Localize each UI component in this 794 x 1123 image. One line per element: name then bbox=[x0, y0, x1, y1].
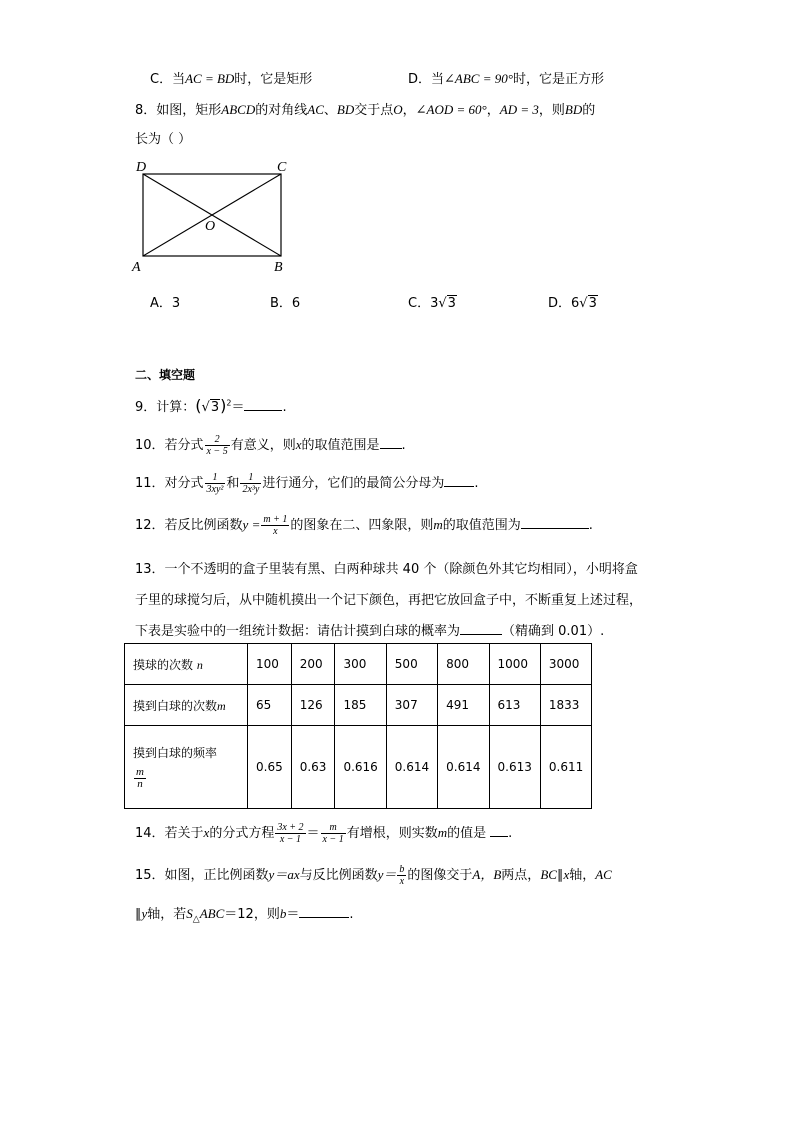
table-cell: 200 bbox=[291, 644, 335, 685]
text: 的取值范围为 bbox=[442, 518, 521, 533]
q8-option-a: A．3 bbox=[150, 296, 181, 311]
option-letter: C． bbox=[408, 296, 431, 311]
table-cell: 307 bbox=[386, 685, 437, 726]
label: 摸球的次数 bbox=[133, 657, 194, 672]
q8-option-d bbox=[548, 292, 598, 311]
option-text: 时，它是正方形 bbox=[512, 72, 604, 87]
option-math: AC = BD bbox=[185, 71, 235, 86]
text: ， bbox=[402, 103, 416, 118]
table-cell: 613 bbox=[489, 685, 540, 726]
q7-option-d bbox=[408, 68, 604, 87]
denominator: x bbox=[273, 526, 278, 537]
fraction bbox=[205, 472, 226, 495]
answer-blank[interactable] bbox=[444, 474, 474, 487]
answer-blank[interactable] bbox=[244, 398, 282, 411]
math: y＝ax bbox=[268, 867, 300, 882]
coef: 6 bbox=[571, 296, 580, 311]
table-row bbox=[125, 685, 592, 726]
q7-option-c bbox=[150, 68, 312, 87]
q15-line2 bbox=[135, 903, 353, 925]
text: 14．若关于 bbox=[135, 826, 204, 841]
table-cell: 0.611 bbox=[540, 726, 591, 809]
radicand: 3 bbox=[210, 400, 220, 415]
table-cell: 500 bbox=[386, 644, 437, 685]
text: . bbox=[474, 476, 479, 491]
math: ABCD bbox=[221, 102, 256, 117]
table-cell: 1833 bbox=[540, 685, 591, 726]
table-cell: 3000 bbox=[540, 644, 591, 685]
math: AC bbox=[307, 102, 324, 117]
table-row bbox=[125, 644, 592, 685]
table-cell: 1000 bbox=[489, 644, 540, 685]
radicand: 3 bbox=[588, 296, 597, 311]
text: 的图象在二、四象限，则 bbox=[290, 518, 434, 533]
answer-blank[interactable] bbox=[490, 824, 508, 837]
text: . bbox=[508, 826, 513, 841]
paren-close: ) bbox=[220, 396, 227, 415]
table-cell: 0.614 bbox=[386, 726, 437, 809]
text: （精确到 0.01）. bbox=[502, 624, 605, 639]
fraction bbox=[275, 822, 305, 845]
paren-open: ( bbox=[195, 396, 202, 415]
answer-blank[interactable] bbox=[460, 622, 502, 635]
q8-line1 bbox=[135, 99, 595, 118]
row-header bbox=[125, 644, 248, 685]
text: ＝ bbox=[286, 907, 300, 922]
text: ， bbox=[486, 103, 500, 118]
q15-line1 bbox=[135, 864, 612, 887]
denominator: x − 5 bbox=[206, 446, 228, 457]
var: m bbox=[217, 698, 226, 713]
q12 bbox=[135, 514, 593, 537]
text: 与反比例函数 bbox=[299, 868, 378, 883]
text: 交于点 bbox=[354, 103, 394, 118]
label-a: A bbox=[132, 260, 141, 275]
math: y = bbox=[242, 517, 261, 532]
text: ∥ bbox=[556, 868, 564, 883]
text: 有增根，则实数 bbox=[346, 826, 438, 841]
text: . bbox=[588, 518, 593, 533]
coef: 3 bbox=[430, 296, 439, 311]
table-cell: 126 bbox=[291, 685, 335, 726]
subscript: △ bbox=[192, 914, 200, 925]
fraction bbox=[134, 767, 146, 790]
math: m bbox=[437, 825, 448, 840]
text: 轴， bbox=[569, 868, 596, 883]
denominator: x − 1 bbox=[279, 834, 302, 845]
q8-option-c bbox=[408, 292, 457, 311]
math: ∠AOD = 60° bbox=[415, 102, 487, 117]
text: . bbox=[349, 907, 354, 922]
math: BD bbox=[564, 102, 583, 117]
math: S bbox=[186, 906, 193, 921]
numerator: b bbox=[399, 864, 405, 875]
exponent: 2 bbox=[226, 398, 232, 408]
denominator: 2x³y bbox=[242, 484, 260, 495]
q13-line3 bbox=[135, 620, 604, 639]
text: 的值是 bbox=[447, 826, 487, 841]
text: 8．如图，矩形 bbox=[135, 103, 222, 118]
table-cell: 0.63 bbox=[291, 726, 335, 809]
table-cell: 800 bbox=[438, 644, 489, 685]
row-header bbox=[125, 685, 248, 726]
math: x bbox=[295, 437, 302, 452]
statistics-table bbox=[124, 643, 592, 809]
table-cell: 491 bbox=[438, 685, 489, 726]
text: 15．如图，正比例函数 bbox=[135, 868, 269, 883]
text: 10．若分式 bbox=[135, 438, 204, 453]
answer-blank[interactable] bbox=[521, 516, 589, 529]
math: x bbox=[203, 825, 210, 840]
table-cell: 185 bbox=[335, 685, 386, 726]
math: m bbox=[433, 517, 443, 532]
sqrt: √3 bbox=[579, 296, 597, 311]
text: ，则 bbox=[538, 103, 565, 118]
numerator: 1 bbox=[240, 472, 261, 484]
denominator: x bbox=[399, 876, 405, 887]
table-cell: 0.616 bbox=[335, 726, 386, 809]
table-cell: 0.613 bbox=[489, 726, 540, 809]
text: 12．若反比例函数 bbox=[135, 518, 243, 533]
text: . bbox=[401, 438, 406, 453]
text: ＝ bbox=[231, 400, 245, 415]
text: 下表是实验中的一组统计数据：请估计摸到白球的概率为 bbox=[135, 624, 461, 639]
q8-option-b: B．6 bbox=[270, 296, 301, 311]
denominator: n bbox=[137, 778, 143, 790]
fraction bbox=[205, 434, 230, 457]
sqrt: √3 bbox=[438, 296, 456, 311]
text: 11．对分式 bbox=[135, 476, 204, 491]
numerator: m bbox=[136, 766, 144, 778]
label-d: D bbox=[136, 160, 147, 175]
q13-line1: 13．一个不透明的盒子里装有黑、白两种球共 40 个（除颜色外其它均相同），小明将盒 bbox=[135, 562, 638, 577]
math: A，B bbox=[472, 867, 502, 882]
text: 的图像交于 bbox=[407, 868, 473, 883]
text: . bbox=[282, 400, 287, 415]
rectangle-figure bbox=[128, 155, 298, 275]
text: 轴，若 bbox=[147, 907, 187, 922]
q9 bbox=[135, 396, 287, 415]
text: ＝12，则 bbox=[224, 907, 280, 922]
section-title: 二、填空题 bbox=[135, 368, 196, 382]
fraction bbox=[240, 472, 261, 495]
table-cell: 65 bbox=[248, 685, 292, 726]
q11 bbox=[135, 472, 478, 495]
label-c: C bbox=[277, 160, 287, 175]
q10 bbox=[135, 434, 406, 457]
math: AC bbox=[595, 867, 612, 882]
q13-line2: 子里的球搅匀后，从中随机摸出一个记下颜色，再把它放回盒子中，不断重复上述过程， bbox=[135, 593, 643, 608]
math: O bbox=[393, 102, 403, 117]
math: y＝ bbox=[377, 867, 397, 882]
table-cell: 100 bbox=[248, 644, 292, 685]
text: 两点， bbox=[501, 868, 541, 883]
table-cell: 0.65 bbox=[248, 726, 292, 809]
table-cell: 300 bbox=[335, 644, 386, 685]
radicand: 3 bbox=[447, 296, 456, 311]
text: ∥ bbox=[135, 907, 142, 922]
table-row bbox=[125, 726, 592, 809]
numerator: 3x + 2 bbox=[277, 822, 304, 833]
option-letter: D． bbox=[548, 296, 572, 311]
q8-line2: 长为（ ） bbox=[135, 132, 192, 147]
q14 bbox=[135, 822, 512, 845]
math: x bbox=[563, 867, 570, 882]
text: 进行通分，它们的最简公分母为 bbox=[262, 476, 445, 491]
label: 摸到白球的次数 bbox=[133, 698, 218, 713]
numerator: m + 1 bbox=[263, 514, 288, 525]
label: 摸到白球的频率 bbox=[133, 746, 218, 760]
option-text: 时，它是矩形 bbox=[234, 72, 313, 87]
fraction bbox=[261, 514, 289, 537]
text: 有意义，则 bbox=[230, 438, 296, 453]
math: AD = 3 bbox=[499, 102, 539, 117]
option-letter: C．当 bbox=[150, 72, 186, 87]
text: 的 bbox=[582, 103, 596, 118]
math: ABC bbox=[199, 906, 225, 921]
row-header bbox=[125, 726, 248, 809]
answer-blank[interactable] bbox=[299, 905, 349, 918]
numerator: m bbox=[321, 822, 346, 834]
text: 和 bbox=[226, 476, 240, 491]
text: 、 bbox=[323, 103, 337, 118]
text: 的分式方程 bbox=[209, 826, 275, 841]
option-letter: D．当 bbox=[408, 72, 445, 87]
var: n bbox=[196, 657, 203, 672]
denominator: x − 1 bbox=[322, 834, 344, 845]
table-cell: 0.614 bbox=[438, 726, 489, 809]
fraction bbox=[321, 822, 346, 845]
math: BC bbox=[540, 867, 557, 882]
text: 的对角线 bbox=[255, 103, 308, 118]
sqrt: √3 bbox=[201, 400, 220, 415]
text: ＝ bbox=[306, 826, 320, 841]
label-b: B bbox=[274, 260, 283, 275]
denominator: 3xy² bbox=[206, 484, 224, 495]
text: 9．计算： bbox=[135, 400, 196, 415]
text: 的取值范围是 bbox=[301, 438, 380, 453]
option-math: ∠ABC = 90° bbox=[444, 71, 513, 86]
numerator: 1 bbox=[205, 472, 226, 484]
fraction bbox=[397, 864, 406, 887]
numerator: 2 bbox=[205, 434, 230, 446]
label-o: O bbox=[205, 219, 216, 234]
math: BD bbox=[336, 102, 355, 117]
math: y bbox=[141, 906, 148, 921]
answer-blank[interactable] bbox=[380, 436, 402, 449]
math: b bbox=[279, 906, 287, 921]
